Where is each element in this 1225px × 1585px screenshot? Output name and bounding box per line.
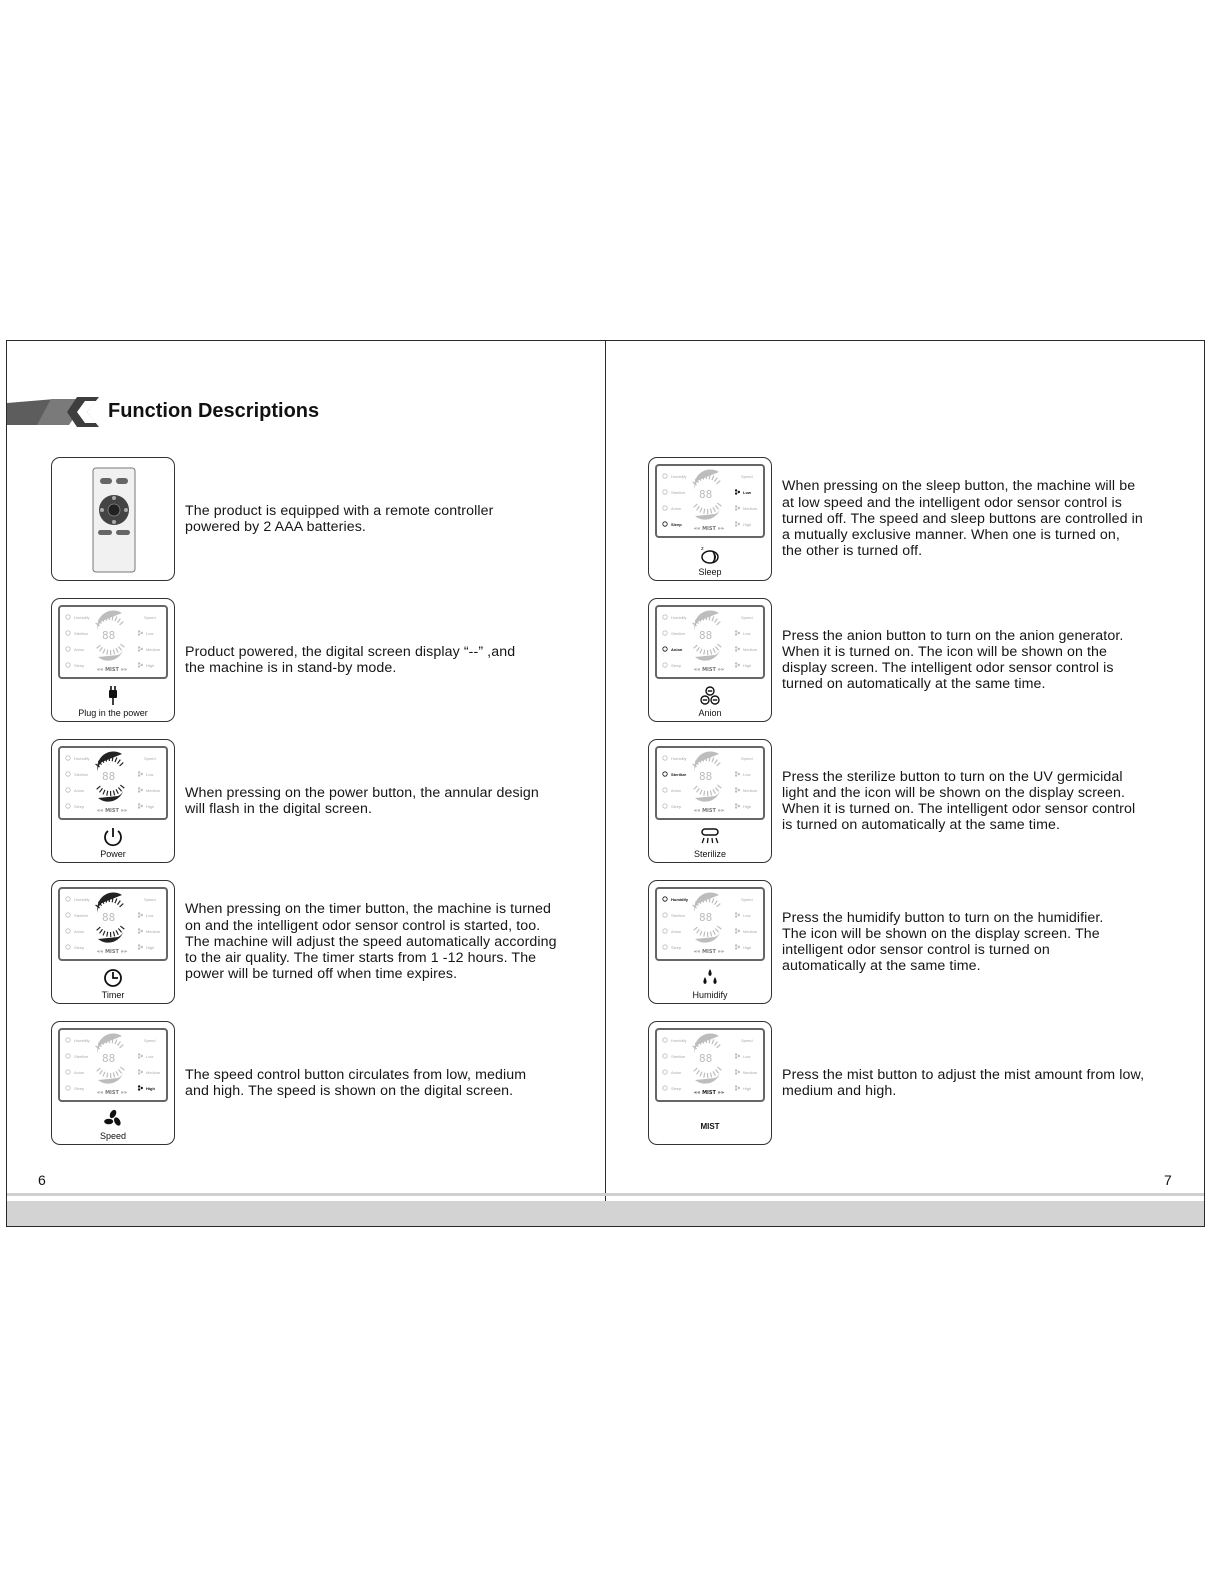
power-description-line: When pressing on the power button, the annular design bbox=[185, 784, 539, 801]
page-number-right: 7 bbox=[1164, 1172, 1172, 1188]
lcd-mist: «« MIST »» bbox=[693, 808, 725, 814]
anion-caption: Anion bbox=[698, 708, 722, 718]
lcd-label-high: High bbox=[743, 663, 752, 668]
lcd-label-anion: Anion bbox=[671, 647, 683, 652]
lcd-graphics bbox=[657, 748, 763, 818]
power-description bbox=[185, 739, 595, 863]
lcd-label-low: Low bbox=[146, 1054, 154, 1059]
lcd-label-medium: Medium bbox=[146, 1070, 161, 1075]
sleep-description-line: turned off. The speed and sleep buttons are controlled in bbox=[782, 510, 1143, 527]
lcd-label-sleep: Sleep bbox=[74, 945, 85, 950]
lcd-label-humidify: Humidify bbox=[74, 897, 90, 902]
lcd-screen bbox=[655, 464, 765, 538]
lcd-screen bbox=[655, 746, 765, 820]
lcd-mist: «« MIST »» bbox=[693, 1090, 725, 1096]
function-item-sterilize bbox=[648, 739, 1182, 865]
standby-description-line: the machine is in stand-by mode. bbox=[185, 660, 397, 676]
lcd-label-high: High bbox=[743, 804, 752, 809]
speed-description bbox=[185, 1021, 595, 1145]
lcd-label-sleep: Sleep bbox=[74, 1086, 85, 1091]
timer-illustration bbox=[51, 880, 175, 1004]
lcd-label-low: Low bbox=[146, 772, 154, 777]
lcd-screen bbox=[58, 1028, 168, 1102]
lcd-label-anion: Anion bbox=[671, 788, 682, 793]
power-button-icon bbox=[52, 826, 174, 848]
lcd-label-sleep: Sleep bbox=[74, 663, 85, 668]
lcd-graphics bbox=[60, 889, 166, 959]
function-item-power bbox=[51, 739, 585, 865]
lcd-label-sleep: Sleep bbox=[74, 804, 85, 809]
timer-description-line: The machine will adjust the speed automatically according bbox=[185, 933, 557, 950]
lcd-screen bbox=[655, 605, 765, 679]
lcd-label-sterilize: Sterilize bbox=[671, 913, 686, 918]
lcd-graphics bbox=[60, 607, 166, 677]
timer-caption: Timer bbox=[101, 990, 125, 1000]
lcd-label-sterilize: Sterilize bbox=[74, 1054, 89, 1059]
lcd-label-medium: Medium bbox=[743, 1070, 758, 1075]
lcd-label-humidify: Humidify bbox=[74, 1038, 90, 1043]
sterilize-description-line: is turned on automatically at the same time. bbox=[782, 817, 1061, 834]
lcd-label-low: Low bbox=[146, 913, 154, 918]
humidify-caption: Humidify bbox=[692, 990, 728, 1000]
lcd-digits: 88 bbox=[699, 770, 713, 783]
lcd-label-sleep: Sleep bbox=[671, 945, 682, 950]
standby-description-line: Product powered, the digital screen display “--” ,and bbox=[185, 643, 516, 660]
lcd-label-high: High bbox=[146, 663, 155, 668]
timer-description-line: on and the intelligent odor sensor control is started, too. bbox=[185, 917, 541, 934]
standby-button-icon bbox=[52, 685, 174, 707]
lcd-label-low: Low bbox=[743, 1054, 751, 1059]
lcd-label-low: Low bbox=[743, 913, 751, 918]
lcd-label-sterilize: Sterilize bbox=[74, 631, 89, 636]
function-item-remote bbox=[51, 457, 585, 583]
sterilize-description-line: Press the sterilize button to turn on the UV germicidal bbox=[782, 768, 1123, 785]
lcd-graphics bbox=[657, 1030, 763, 1100]
lcd-label-sterilize: Sterilize bbox=[671, 490, 686, 495]
lcd-label-sterilize: Sterilize bbox=[74, 913, 89, 918]
anion-description-line: turned on automatically at the same time. bbox=[782, 676, 1046, 693]
lcd-label-humidify: Humidify bbox=[671, 1038, 687, 1043]
humidify-button-icon bbox=[649, 967, 771, 989]
lcd-label-anion: Anion bbox=[671, 929, 682, 934]
function-item-speed bbox=[51, 1021, 585, 1147]
svg-text:z: z bbox=[701, 546, 704, 552]
mist-caption: MIST bbox=[700, 1122, 720, 1131]
lcd-screen bbox=[58, 746, 168, 820]
footer-rule bbox=[7, 1193, 1204, 1196]
lcd-label-humidify: Humidify bbox=[671, 897, 689, 902]
lcd-label-speed: Speed bbox=[144, 756, 156, 761]
lcd-label-medium: Medium bbox=[743, 647, 758, 652]
lcd-label-anion: Anion bbox=[671, 506, 682, 511]
lcd-label-speed: Speed bbox=[741, 615, 753, 620]
lcd-graphics bbox=[657, 466, 763, 536]
sleep-illustration bbox=[648, 457, 772, 581]
lcd-label-high: High bbox=[146, 945, 155, 950]
lcd-label-high: High bbox=[743, 945, 752, 950]
lcd-label-speed: Speed bbox=[144, 897, 156, 902]
page-divider bbox=[605, 340, 606, 1227]
remote-description bbox=[185, 457, 595, 581]
lcd-label-sleep: Sleep bbox=[671, 522, 682, 527]
sleep-caption: Sleep bbox=[698, 567, 722, 577]
lcd-label-sterilize: Sterilize bbox=[671, 631, 686, 636]
function-item-mist bbox=[648, 1021, 1182, 1147]
speed-button-icon bbox=[52, 1108, 174, 1130]
lcd-label-medium: Medium bbox=[146, 647, 161, 652]
page-number-left: 6 bbox=[38, 1172, 46, 1188]
timer-description-line: power will be turned off when time expires. bbox=[185, 966, 458, 983]
lcd-screen bbox=[655, 1028, 765, 1102]
sterilize-button-icon bbox=[649, 826, 771, 848]
mist-description-line: Press the mist button to adjust the mist amount from low, bbox=[782, 1066, 1145, 1083]
speed-description-line: and high. The speed is shown on the digital screen. bbox=[185, 1083, 514, 1099]
mist-description bbox=[782, 1021, 1182, 1145]
sleep-description-line: at low speed and the intelligent odor sensor control is bbox=[782, 494, 1122, 511]
lcd-graphics bbox=[60, 748, 166, 818]
lcd-label-low: Low bbox=[743, 772, 751, 777]
timer-description bbox=[185, 880, 595, 1004]
sterilize-description-line: light and the icon will be shown on the display screen. bbox=[782, 784, 1126, 801]
humidify-description-line: intelligent odor sensor control is turned on bbox=[782, 942, 1050, 958]
function-item-timer bbox=[51, 880, 585, 1006]
lcd-label-high: High bbox=[743, 522, 752, 527]
section-header bbox=[7, 397, 387, 427]
remote-description-line: The product is equipped with a remote controller bbox=[185, 502, 494, 519]
power-description-line: will flash in the digital screen. bbox=[185, 801, 373, 817]
humidify-description-line: The icon will be shown on the display screen. The bbox=[782, 925, 1100, 942]
lcd-mist: «« MIST »» bbox=[96, 808, 128, 814]
lcd-mist: «« MIST »» bbox=[693, 949, 725, 955]
lcd-label-humidify: Humidify bbox=[74, 615, 90, 620]
humidify-description-line: Press the humidify button to turn on the humidifier. bbox=[782, 909, 1104, 926]
humidify-description-line: automatically at the same time. bbox=[782, 958, 981, 975]
lcd-label-humidify: Humidify bbox=[74, 756, 90, 761]
lcd-label-sleep: Sleep bbox=[671, 663, 682, 668]
lcd-label-medium: Medium bbox=[743, 929, 758, 934]
anion-description-line: display screen. The intelligent odor sensor control is bbox=[782, 660, 1114, 676]
lcd-digits: 88 bbox=[699, 911, 713, 924]
lcd-digits: 88 bbox=[699, 488, 713, 501]
lcd-label-sleep: Sleep bbox=[671, 1086, 682, 1091]
lcd-digits: 88 bbox=[102, 629, 116, 642]
sterilize-illustration bbox=[648, 739, 772, 863]
header-chevron-icon bbox=[7, 397, 107, 427]
lcd-label-low: Low bbox=[743, 631, 751, 636]
sleep-description-line: When pressing on the sleep button, the machine will be bbox=[782, 478, 1136, 495]
lcd-label-low: Low bbox=[743, 490, 751, 495]
remote-illustration bbox=[51, 457, 175, 581]
lcd-label-humidify: Humidify bbox=[671, 756, 687, 761]
humidify-description bbox=[782, 880, 1182, 1004]
standby-description bbox=[185, 598, 595, 722]
footer-band bbox=[7, 1201, 1204, 1226]
lcd-label-medium: Medium bbox=[146, 788, 161, 793]
sterilize-description bbox=[782, 739, 1182, 863]
lcd-label-anion: Anion bbox=[74, 929, 85, 934]
lcd-label-speed: Speed bbox=[144, 615, 156, 620]
humidify-illustration bbox=[648, 880, 772, 1004]
function-item-standby bbox=[51, 598, 585, 724]
sterilize-caption: Sterilize bbox=[693, 849, 726, 859]
sleep-button-icon bbox=[649, 544, 771, 566]
lcd-label-anion: Anion bbox=[74, 1070, 85, 1075]
lcd-digits: 88 bbox=[699, 629, 713, 642]
timer-description-line: to the air quality. The timer starts from 1 -12 hours. The bbox=[185, 950, 537, 967]
lcd-label-speed: Speed bbox=[741, 1038, 753, 1043]
anion-button-icon bbox=[649, 685, 771, 707]
lcd-label-speed: Speed bbox=[741, 474, 753, 479]
lcd-label-low: Low bbox=[146, 631, 154, 636]
lcd-mist: «« MIST »» bbox=[693, 526, 725, 532]
function-item-anion bbox=[648, 598, 1182, 724]
lcd-label-high: High bbox=[146, 1086, 155, 1091]
sterilize-description-line: When it is turned on. The intelligent odor sensor control bbox=[782, 801, 1136, 817]
lcd-mist: «« MIST »» bbox=[96, 949, 128, 955]
power-caption: Power bbox=[100, 849, 126, 859]
function-item-humidify bbox=[648, 880, 1182, 1006]
mist-description-line: medium and high. bbox=[782, 1083, 897, 1099]
lcd-mist: «« MIST »» bbox=[96, 1090, 128, 1096]
lcd-screen bbox=[655, 887, 765, 961]
sleep-description-line: a mutually exclusive manner. When one is turned on, bbox=[782, 527, 1120, 544]
lcd-label-anion: Anion bbox=[74, 788, 85, 793]
lcd-label-high: High bbox=[743, 1086, 752, 1091]
speed-description-line: The speed control button circulates from low, medium bbox=[185, 1066, 527, 1083]
lcd-label-medium: Medium bbox=[146, 929, 161, 934]
lcd-label-humidify: Humidify bbox=[671, 615, 687, 620]
lcd-label-sleep: Sleep bbox=[671, 804, 682, 809]
anion-description-line: When it is turned on. The icon will be shown on the bbox=[782, 643, 1108, 660]
lcd-label-anion: Anion bbox=[74, 647, 85, 652]
standby-caption: Plug in the power bbox=[78, 708, 148, 718]
anion-description-line: Press the anion button to turn on the anion generator. bbox=[782, 627, 1124, 644]
lcd-screen bbox=[58, 605, 168, 679]
lcd-label-high: High bbox=[146, 804, 155, 809]
lcd-label-speed: Speed bbox=[741, 756, 753, 761]
lcd-label-anion: Anion bbox=[671, 1070, 682, 1075]
lcd-label-medium: Medium bbox=[743, 506, 758, 511]
lcd-graphics bbox=[60, 1030, 166, 1100]
remote-description-line: powered by 2 AAA batteries. bbox=[185, 519, 366, 535]
lcd-label-humidify: Humidify bbox=[671, 474, 687, 479]
lcd-digits: 88 bbox=[699, 1052, 713, 1065]
anion-illustration bbox=[648, 598, 772, 722]
timer-description-line: When pressing on the timer button, the machine is turned bbox=[185, 901, 552, 918]
remote-controller-icon bbox=[52, 458, 174, 580]
sleep-description-line: the other is turned off. bbox=[782, 543, 923, 560]
mist-illustration bbox=[648, 1021, 772, 1145]
lcd-graphics bbox=[657, 607, 763, 677]
section-title: Function Descriptions bbox=[108, 400, 320, 422]
power-illustration bbox=[51, 739, 175, 863]
speed-illustration bbox=[51, 1021, 175, 1145]
lcd-mist: «« MIST »» bbox=[693, 667, 725, 673]
function-item-sleep bbox=[648, 457, 1182, 583]
lcd-digits: 88 bbox=[102, 911, 116, 924]
lcd-mist: «« MIST »» bbox=[96, 667, 128, 673]
lcd-label-sterilize: Sterilize bbox=[671, 772, 687, 777]
lcd-digits: 88 bbox=[102, 770, 116, 783]
lcd-screen bbox=[58, 887, 168, 961]
lcd-digits: 88 bbox=[102, 1052, 116, 1065]
lcd-label-medium: Medium bbox=[743, 788, 758, 793]
lcd-label-sterilize: Sterilize bbox=[74, 772, 89, 777]
lcd-label-speed: Speed bbox=[144, 1038, 156, 1043]
standby-illustration bbox=[51, 598, 175, 722]
anion-description bbox=[782, 598, 1182, 722]
lcd-label-sterilize: Sterilize bbox=[671, 1054, 686, 1059]
timer-button-icon bbox=[52, 967, 174, 989]
lcd-graphics bbox=[657, 889, 763, 959]
speed-caption: Speed bbox=[99, 1131, 127, 1141]
sleep-description bbox=[782, 457, 1182, 581]
lcd-label-speed: Speed bbox=[741, 897, 753, 902]
